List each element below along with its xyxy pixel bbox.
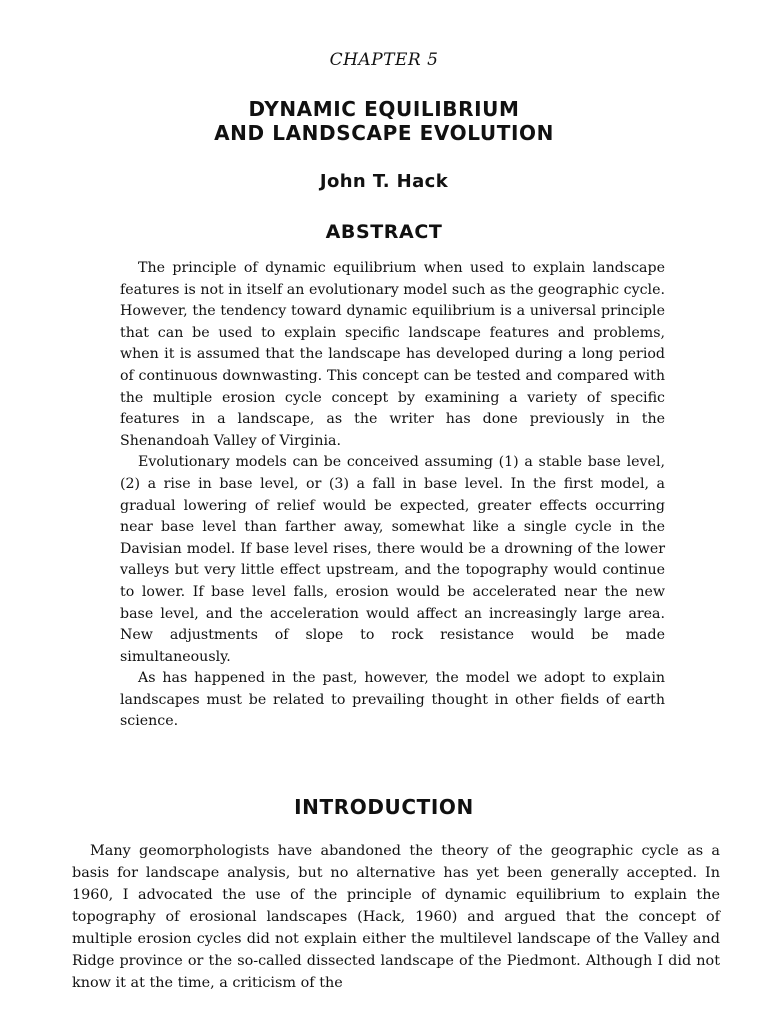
chapter-title-line-2: AND LANDSCAPE EVOLUTION	[214, 121, 554, 145]
introduction-paragraph: Many geomorphologists have abandoned the theory of the geographic cycle as a basis for landscape analysis, but no alternative has yet been generally accepted. In 1960, I advocated the use of the principle of dynamic equilibrium to explain the topography of erosional landscapes (Hack, 1960) and argued that the concept of multiple erosion cycles did not explain either the multilevel landscape of the Valley and Ridge province or the so-called dissected landscape of the Piedmont. Although I did not know it at the time, a criticism of the	[72, 843, 720, 991]
chapter-label: CHAPTER 5	[329, 50, 439, 70]
introduction-body	[72, 840, 720, 994]
abstract-paragraph: As has happened in the past, however, the model we adopt to explain landscapes must be related to prevailing thought in other fields of earth science.	[120, 670, 665, 730]
introduction-heading: INTRODUCTION	[294, 795, 474, 819]
abstract-body	[120, 258, 665, 733]
abstract-heading: ABSTRACT	[325, 221, 443, 243]
author-name: John T. Hack	[319, 171, 449, 192]
abstract-paragraph: Evolutionary models can be conceived assuming (1) a stable base level, (2) a rise in base level, or (3) a fall in base level. In the first model, a gradual lowering of relief would be expected, greater effects occurring near base level than farther away, somewhat like a single cycle in the Davisian model. If base level rises, there would be a drowning of the lower valleys but very little effect upstream, and the topography would continue to lower. If base level falls, erosion would be accelerated near the new base level, and the acceleration would affect an increasingly large area. New adjustments of slope to rock resistance would be made simultaneously.	[120, 454, 665, 665]
chapter-title-line-1: DYNAMIC EQUILIBRIUM	[248, 97, 520, 121]
chapter-title	[0, 97, 768, 145]
abstract-paragraph: The principle of dynamic equilibrium when used to explain landscape features is not in itself an evolutionary model such as the geographic cycle. However, the tendency toward dynamic equilibrium is a universal principle that can be used to explain specific landscape features and problems, when it is assumed that the landscape has developed during a long period of continuous downwasting. This concept can be tested and compared with the multiple erosion cycle concept by examining a variety of specific features in a landscape, as the writer has done previously in the Shenandoah Valley of Virginia.	[120, 260, 665, 449]
